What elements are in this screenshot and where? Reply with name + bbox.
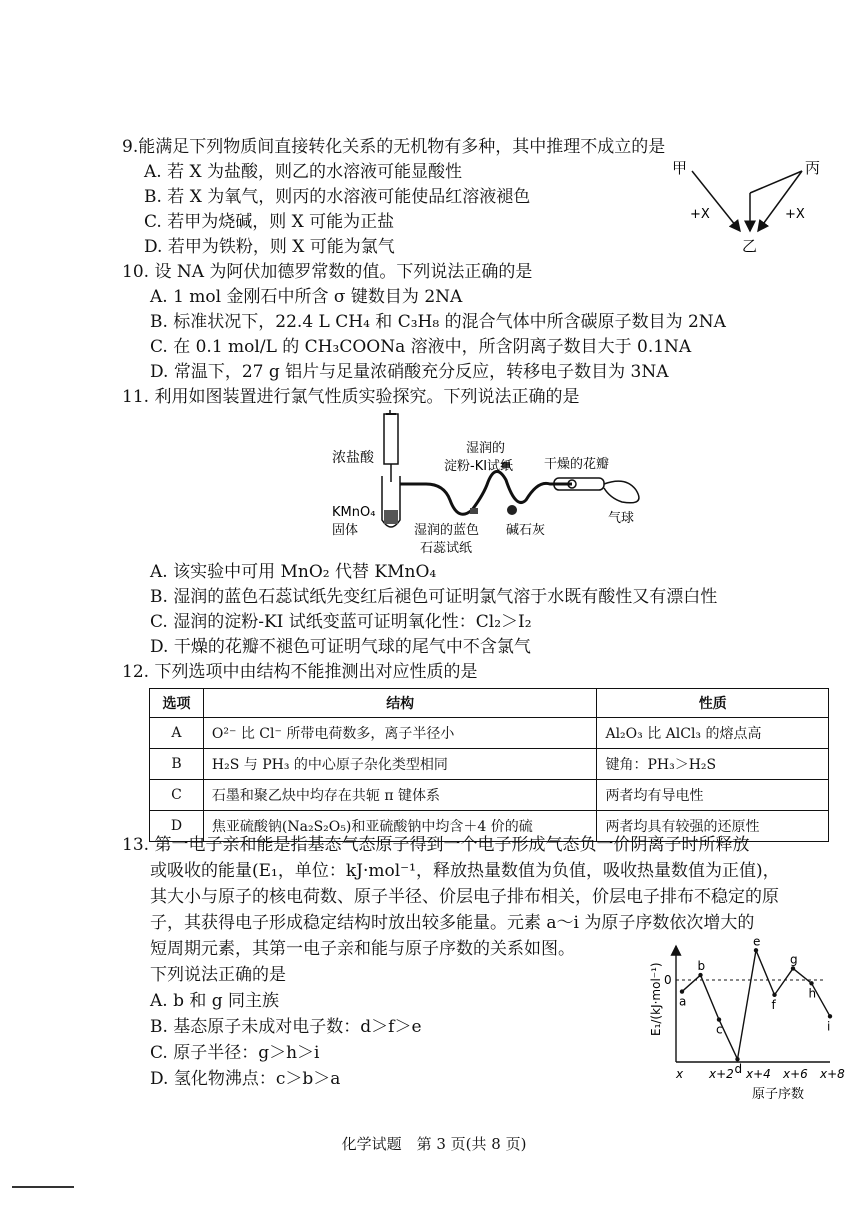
data-point-g [791,966,795,970]
q10-stem: 10. 设 NA 为阿伏加德罗常数的值。下列说法正确的是 [122,262,533,282]
label-x-right: +X [785,207,805,222]
q11-option-d: D. 干燥的花瓣不褪色可证明气球的尾气中不含氯气 [150,637,531,657]
q9-option-d: D. 若甲为铁粉，则 X 可能为氯气 [144,237,395,257]
q9-transformation-diagram [668,155,828,265]
point-label-e: e [753,934,761,949]
cell-property: 两者均有导电性 [597,780,829,811]
q13-line-5: 短周期元素，其第一电子亲和能与原子序数的关系如图。 [150,939,575,959]
header-option: 选项 [150,689,204,718]
q13-option-c: C. 原子半径：g＞h＞i [150,1043,320,1063]
x-tick-label: x+6 [783,1067,808,1081]
node-bing: 丙 [805,159,821,177]
q13-option-b: B. 基态原子未成对电子数：d＞f＞e [150,1017,422,1037]
cell-option: A [150,718,204,749]
label-solid: 固体 [332,523,359,538]
q10-option-d: D. 常温下，27 g 铝片与足量浓硝酸充分反应，转移电子数目为 3NA [150,362,669,382]
q13-line-4: 子，其获得电子形成稳定结构时放出较多能量。元素 a～i 为原子序数依次增大的 [150,913,755,933]
q9-option-a: A. 若 X 为盐酸，则乙的水溶液可能显酸性 [144,162,462,182]
q13-line-3: 其大小与原子的核电荷数、原子半径、价层电子排布相关，价层电子排布不稳定的原 [150,887,779,907]
table-row [150,780,829,811]
data-point-i [828,1014,832,1018]
node-jia: 甲 [672,159,688,177]
q10-option-a: A. 1 mol 金刚石中所含 σ 键数目为 2NA [150,287,463,307]
header-property: 性质 [597,689,829,718]
table-header-row [150,689,829,718]
point-label-f: f [771,997,776,1012]
x-tick-label: x+8 [820,1067,845,1081]
y-tick-zero: 0 [664,973,672,987]
cell-structure: O²⁻ 比 Cl⁻ 所带电荷数多，离子半径小 [203,718,597,749]
q9-stem: 9.能满足下列物质间直接转化关系的无机物有多种，其中推理不成立的是 [122,137,666,157]
point-label-d: d [734,1062,743,1077]
q12-stem: 12. 下列选项中由结构不能推测出对应性质的是 [122,662,478,682]
data-point-c [717,1017,721,1021]
q13-option-a: A. b 和 g 同主族 [150,991,280,1011]
label-kmno4: KMnO₄ [332,505,376,520]
q12-table [149,688,829,842]
q11-option-c: C. 湿润的淀粉-KI 试纸变蓝可证明氧化性：Cl₂＞I₂ [150,612,532,632]
cell-option: B [150,749,204,780]
cell-option: C [150,780,204,811]
point-label-b: b [697,959,706,974]
label-flower: 干燥的花瓣 [544,457,610,472]
cell-structure: H₂S 与 PH₃ 的中心原子杂化类型相同 [203,749,597,780]
node-yi: 乙 [742,237,758,255]
q13-option-d: D. 氢化物沸点：c＞b＞a [150,1069,341,1089]
point-label-h: h [808,986,817,1001]
data-point-h [809,981,813,985]
cell-option: D [150,811,204,842]
header-structure: 结构 [203,689,597,718]
q10-option-b: B. 标准状况下，22.4 L CH₄ 和 C₃H₈ 的混合气体中所含碳原子数目为 2NA [150,312,726,332]
label-balloon: 气球 [608,511,635,526]
cell-structure: 焦亚硫酸钠(Na₂S₂O₅)和亚硫酸钠中均含＋4 价的硫 [203,811,597,842]
point-label-g: g [790,952,798,967]
table-row [150,718,829,749]
x-tick-label: x+2 [709,1067,734,1081]
q9-option-c: C. 若甲为烧碱，则 X 可能为正盐 [144,212,395,232]
label-soda-lime: 碱石灰 [506,523,546,538]
label-x-left: +X [690,207,710,222]
label-hcl: 浓盐酸 [332,450,374,466]
label-ki-2: 淀粉-KI试纸 [444,459,514,474]
bottom-rule [12,1186,74,1188]
x-axis-label: 原子序数 [752,1087,805,1102]
electron-affinity-chart [636,934,845,1105]
q13-ask: 下列说法正确的是 [150,965,286,985]
q9-option-b: B. 若 X 为氧气，则丙的水溶液可能使品红溶液褪色 [144,187,531,207]
q11-stem: 11. 利用如图装置进行氯气性质实验探究。下列说法正确的是 [122,387,580,407]
data-point-d [735,1057,739,1061]
cell-property: Al₂O₃ 比 AlCl₃ 的熔点高 [597,718,829,749]
q10-option-c: C. 在 0.1 mol/L 的 CH₃COONa 溶液中，所含阴离子数目大于 0.1NA [150,337,692,357]
q11-option-a: A. 该实验中可用 MnO₂ 代替 KMnO₄ [150,562,437,582]
cell-structure: 石墨和聚乙炔中均存在共轭 π 键体系 [203,780,597,811]
x-tick-label: x [676,1067,684,1081]
data-point-e [754,948,758,952]
q13-line-2: 或吸收的能量(E₁，单位：kJ·mol⁻¹，释放热量数值为负值，吸收热量数值为正值)， [150,861,780,881]
arrow-jia-yi [692,171,740,231]
x-tick-label: x+4 [746,1067,771,1081]
point-label-a: a [679,994,687,1009]
label-litmus-2: 石蕊试纸 [420,541,473,556]
y-axis-label: E₁/(kJ·mol⁻¹) [649,962,663,1036]
q13-line-1: 13. 第一电子亲和能是指基态气态原子得到一个电子形成气态负一价阴离子时所释放 [122,835,750,855]
table-row [150,749,829,780]
data-point-a [680,989,684,993]
label-litmus-1: 湿润的蓝色 [414,523,480,538]
point-label-c: c [716,1022,723,1037]
label-ki-1: 湿润的 [466,441,506,456]
cell-property: 两者均具有较强的还原性 [597,811,829,842]
data-point-f [772,993,776,997]
q11-option-b: B. 湿润的蓝色石蕊试纸先变红后褪色可证明氯气溶于水既有酸性又有漂白性 [150,587,718,607]
point-label-i: i [827,1019,831,1034]
q11-apparatus-diagram [326,410,666,560]
data-point-b [698,973,702,977]
cell-property: 键角：PH₃＞H₂S [597,749,829,780]
page-footer: 化学试题 第 3 页(共 8 页) [341,1135,527,1153]
